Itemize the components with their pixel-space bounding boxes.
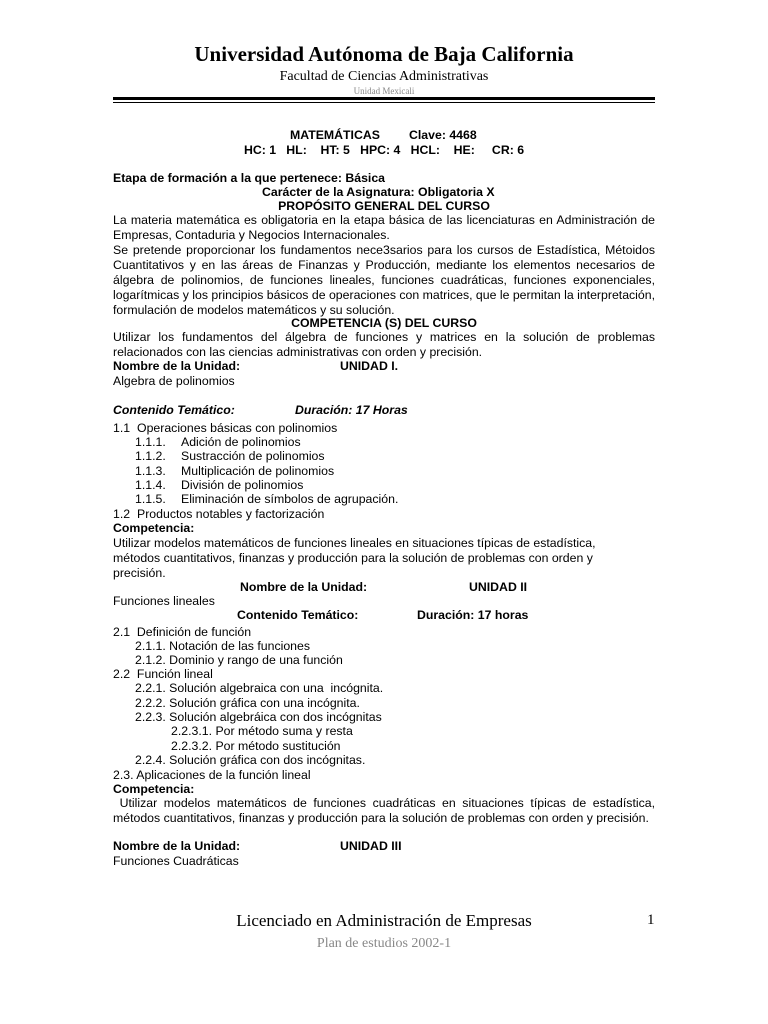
course-hours: HC: 1 HL: HT: 5 HPC: 4 HCL: HE: CR: 6 — [243, 143, 525, 157]
topic-1-2-text: Productos notables y factorización — [137, 507, 325, 521]
topic-1-1-num: 1.1 — [113, 421, 131, 435]
unit2-title: Funciones lineales — [113, 594, 215, 608]
footer-program: Licenciado en Administración de Empresas — [236, 911, 532, 930]
unit2-competencia-label: Competencia: — [113, 782, 195, 796]
topic-2-2-3-2: 2.2.3.2. Por método sustitución — [171, 739, 341, 753]
course-clave: Clave: 4468 — [409, 128, 477, 142]
topic-1-1-2-text: Sustracción de polinomios — [181, 449, 325, 463]
topic-2-3: 2.3. Aplicaciones de la función lineal — [113, 768, 311, 782]
course-name: MATEMÁTICAS — [290, 128, 380, 142]
university-title: Universidad Autónoma de Baja California — [194, 42, 574, 66]
etapa-line: Etapa de formación a la que pertenece: Básica — [113, 171, 385, 185]
unit1-title: Algebra de polinomios — [113, 374, 235, 388]
topic-1-1-4-num: 1.1.4. — [135, 478, 166, 492]
topic-2-2: 2.2 Función lineal — [113, 667, 213, 681]
unit3-name-label: Nombre de la Unidad: — [113, 839, 241, 853]
unit3-unit-label: UNIDAD III — [340, 839, 402, 853]
page-number: 1 — [647, 912, 655, 928]
topic-2-1: 2.1 Definición de función — [113, 625, 252, 639]
unit1-contenido-label: Contenido Temático: — [113, 403, 235, 417]
topic-1-1-4-text: División de polinomios — [181, 478, 304, 492]
topic-2-1-1: 2.1.1. Notación de las funciones — [135, 639, 311, 653]
unit1-unit-label: UNIDAD I. — [340, 359, 399, 373]
topic-1-1-3-num: 1.1.3. — [135, 464, 166, 478]
proposito-title: PROPÓSITO GENERAL DEL CURSO — [278, 199, 490, 213]
faculty-subtitle: Facultad de Ciencias Administrativas — [279, 69, 489, 84]
topic-1-1-3-text: Multiplicación de polinomios — [181, 464, 335, 478]
topic-1-1-1-text: Adición de polinomios — [181, 435, 301, 449]
unit1-duracion-label: Duración: 17 Horas — [295, 403, 408, 417]
proposito-paragraph-1: La materia matemática es obligatoria en la etapa básica de las licenciaturas en Administración de Empresas, Contaduria y Negocios Internacionales. — [113, 213, 655, 242]
competencia-course-text: Utilizar los fundamentos del álgebra de funciones y matrices en la solución de problemas relacionados con las ciencias administrativas con orden y precisión. — [113, 330, 655, 359]
topic-2-1-2: 2.1.2. Dominio y rango de una función — [135, 653, 343, 667]
unit2-unit-label: UNIDAD II — [469, 580, 528, 594]
unit2-competencia-text: Utilizar modelos matemáticos de funciones cuadráticas en situaciones típicas de estadística, métodos cuantitativos, finanzas y producción para la solución de problemas con orden y precisión. — [113, 796, 659, 825]
topic-2-2-1: 2.2.1. Solución algebraica con una incógnita. — [135, 681, 384, 695]
unit1-competencia-text: Utilizar modelos matemáticos de funciones lineales en situaciones típicas de estadística, métodos cuantitativos, finanzas y producción para la solución de problemas con orden y precisión. — [113, 536, 596, 580]
proposito-paragraph-2: Se pretende proporcionar los fundamentos nece3sarios para los cursos de Estadística, Métoidos Cuantitativos y en las áreas de Finanzas y Producción, mediante los elementos necesarios de álgebra de polinomios, de funciones lineales, funciones cuadráticas, funciones exponenciales, logarítmicas y los principios básicos de operaciones con matrices, que le permitan la interpretación, formulación de modelos matemáticos y su solución. — [113, 243, 656, 317]
unit2-duracion-label: Duración: 17 horas — [417, 608, 529, 622]
topic-1-2-num: 1.2 — [113, 507, 131, 521]
unit2-name-label: Nombre de la Unidad: — [240, 580, 368, 594]
header-rule-thin — [113, 102, 655, 103]
unit3-title: Funciones Cuadráticas — [113, 854, 239, 868]
competencia-course-title: COMPETENCIA (S) DEL CURSO — [291, 316, 477, 330]
caracter-line: Carácter de la Asignatura: Obligatoria X — [262, 185, 495, 199]
topic-1-1-5-text: Eliminación de símbolos de agrupación. — [181, 492, 399, 506]
topic-1-1-text: Operaciones básicas con polinomios — [137, 421, 338, 435]
header-rule — [113, 97, 655, 100]
topic-1-1-5-num: 1.1.5. — [135, 492, 166, 506]
topic-1-1-2-num: 1.1.2. — [135, 449, 166, 463]
unit1-name-label: Nombre de la Unidad: — [113, 359, 241, 373]
topic-2-2-3: 2.2.3. Solución algebráica con dos incógnitas — [135, 710, 382, 724]
topic-1-1-1-num: 1.1.1. — [135, 435, 166, 449]
unit1-competencia-label: Competencia: — [113, 521, 195, 535]
topic-2-2-4: 2.2.4. Solución gráfica con dos incógnitas. — [135, 753, 366, 767]
unit2-contenido-label: Contenido Temático: — [237, 608, 359, 622]
topic-2-2-3-1: 2.2.3.1. Por método suma y resta — [171, 724, 353, 738]
topic-2-2-2: 2.2.2. Solución gráfica con una incógnita. — [135, 696, 360, 710]
footer-plan: Plan de estudios 2002-1 — [316, 936, 452, 951]
unit-subtitle: Unidad Mexicali — [353, 86, 415, 96]
